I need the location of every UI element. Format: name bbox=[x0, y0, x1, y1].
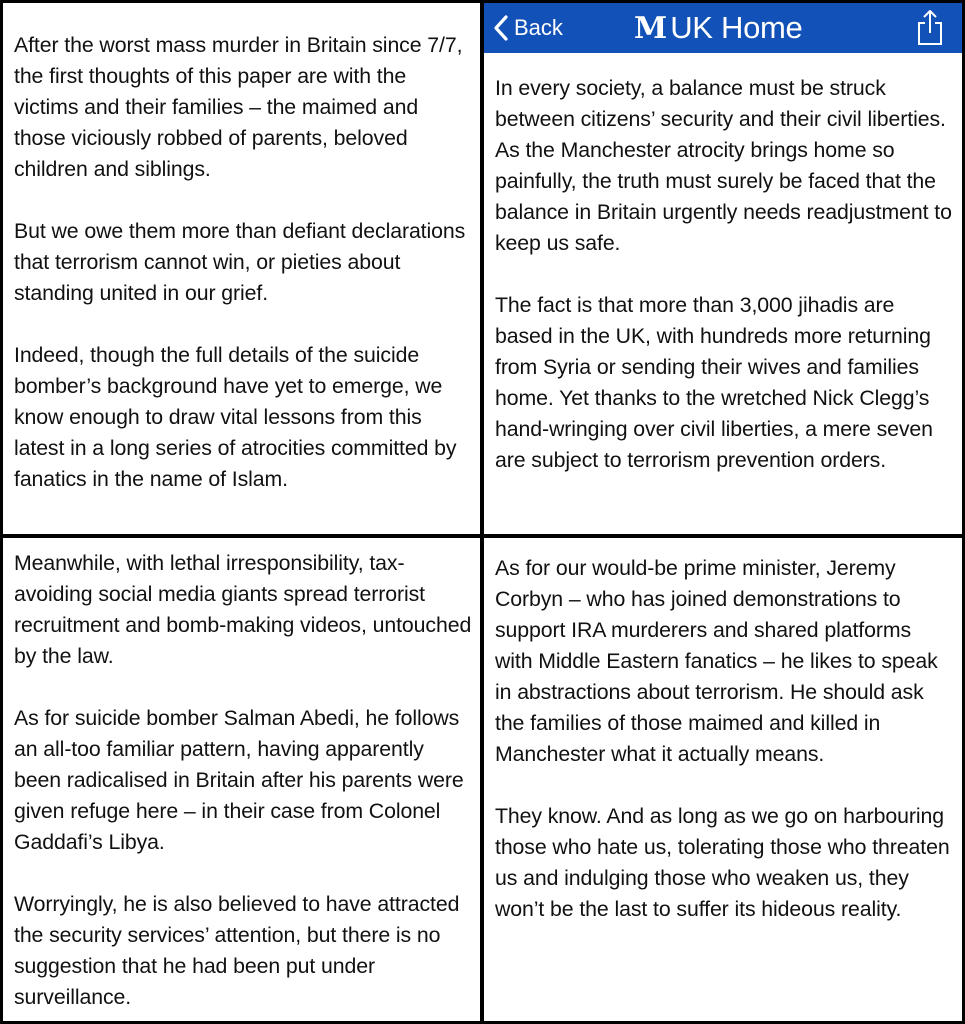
brand bbox=[634, 7, 803, 49]
paragraph: In every society, a balance must be struck between citizens’ security and their civil liberties. As the Manchester atrocity brings home so painfully, the truth must surely be faced that the balance in Britain urgently needs readjustment to keep us safe. bbox=[495, 76, 952, 255]
back-label: Back bbox=[514, 15, 563, 40]
article-panel-bottom-right bbox=[484, 538, 962, 1021]
paragraph: Indeed, though the full details of the suicide bomber’s background have yet to emerge, we know enough to draw vital lessons from this latest in a long series of atrocities committed by fanatics in the name of Islam. bbox=[14, 343, 457, 491]
article-text-bottom-left bbox=[14, 548, 472, 1013]
paragraph: As for our would-be prime minister, Jeremy Corbyn – who has joined demonstrations to support IRA murderers and shared platforms with Middle Eastern fanatics – he likes to speak in abstractions about terrorism. He should ask the families of those maimed and killed in Manchester what it actually means. bbox=[495, 556, 938, 766]
paragraph: The fact is that more than 3,000 jihadis are based in the UK, with hundreds more returning from Syria or sending their wives and families home. Yet thanks to the wretched Nick Clegg’s hand-wringing over civil liberties, a mere seven are subject to terrorism prevention orders. bbox=[495, 293, 933, 472]
paragraph: After the worst mass murder in Britain since 7/7, the first thoughts of this paper are with the victims and their families – the maimed and those viciously robbed of parents, beloved children and siblings. bbox=[14, 33, 463, 181]
mail-logo-icon: M bbox=[634, 10, 665, 46]
paragraph: But we owe them more than defiant declarations that terrorism cannot win, or pieties about standing united in our grief. bbox=[14, 219, 466, 305]
article-text-bottom-right bbox=[495, 553, 954, 925]
app-nav-bar bbox=[484, 3, 962, 53]
paragraph: As for suicide bomber Salman Abedi, he follows an all-too familiar pattern, having apparently been radicalised in Britain after his parents were given refuge here – in their case from Colonel Gaddafi’s Libya. bbox=[14, 706, 464, 854]
paragraph: They know. And as long as we go on harbouring those who hate us, tolerating those who threaten us and indulging those who weaken us, they won’t be the last to suffer its hideous reality. bbox=[495, 804, 950, 921]
paragraph: Worryingly, he is also believed to have attracted the security services’ attention, but there is no suggestion that he had been put under surveillance. bbox=[14, 892, 460, 1009]
paragraph: Meanwhile, with lethal irresponsibility, tax-avoiding social media giants spread terrorist recruitment and bomb-making videos, untouched by the law. bbox=[14, 551, 472, 668]
article-text-top-left bbox=[14, 30, 472, 495]
back-button[interactable] bbox=[494, 11, 563, 45]
article-panel-top-right bbox=[484, 3, 962, 534]
share-button[interactable] bbox=[916, 9, 944, 47]
article-panel-top-left bbox=[3, 3, 480, 534]
share-icon bbox=[916, 9, 944, 47]
page-title: UK Home bbox=[670, 10, 803, 45]
article-panel-bottom-left bbox=[3, 538, 480, 1021]
chevron-left-icon bbox=[494, 15, 508, 41]
article-text-top-right bbox=[495, 73, 954, 476]
